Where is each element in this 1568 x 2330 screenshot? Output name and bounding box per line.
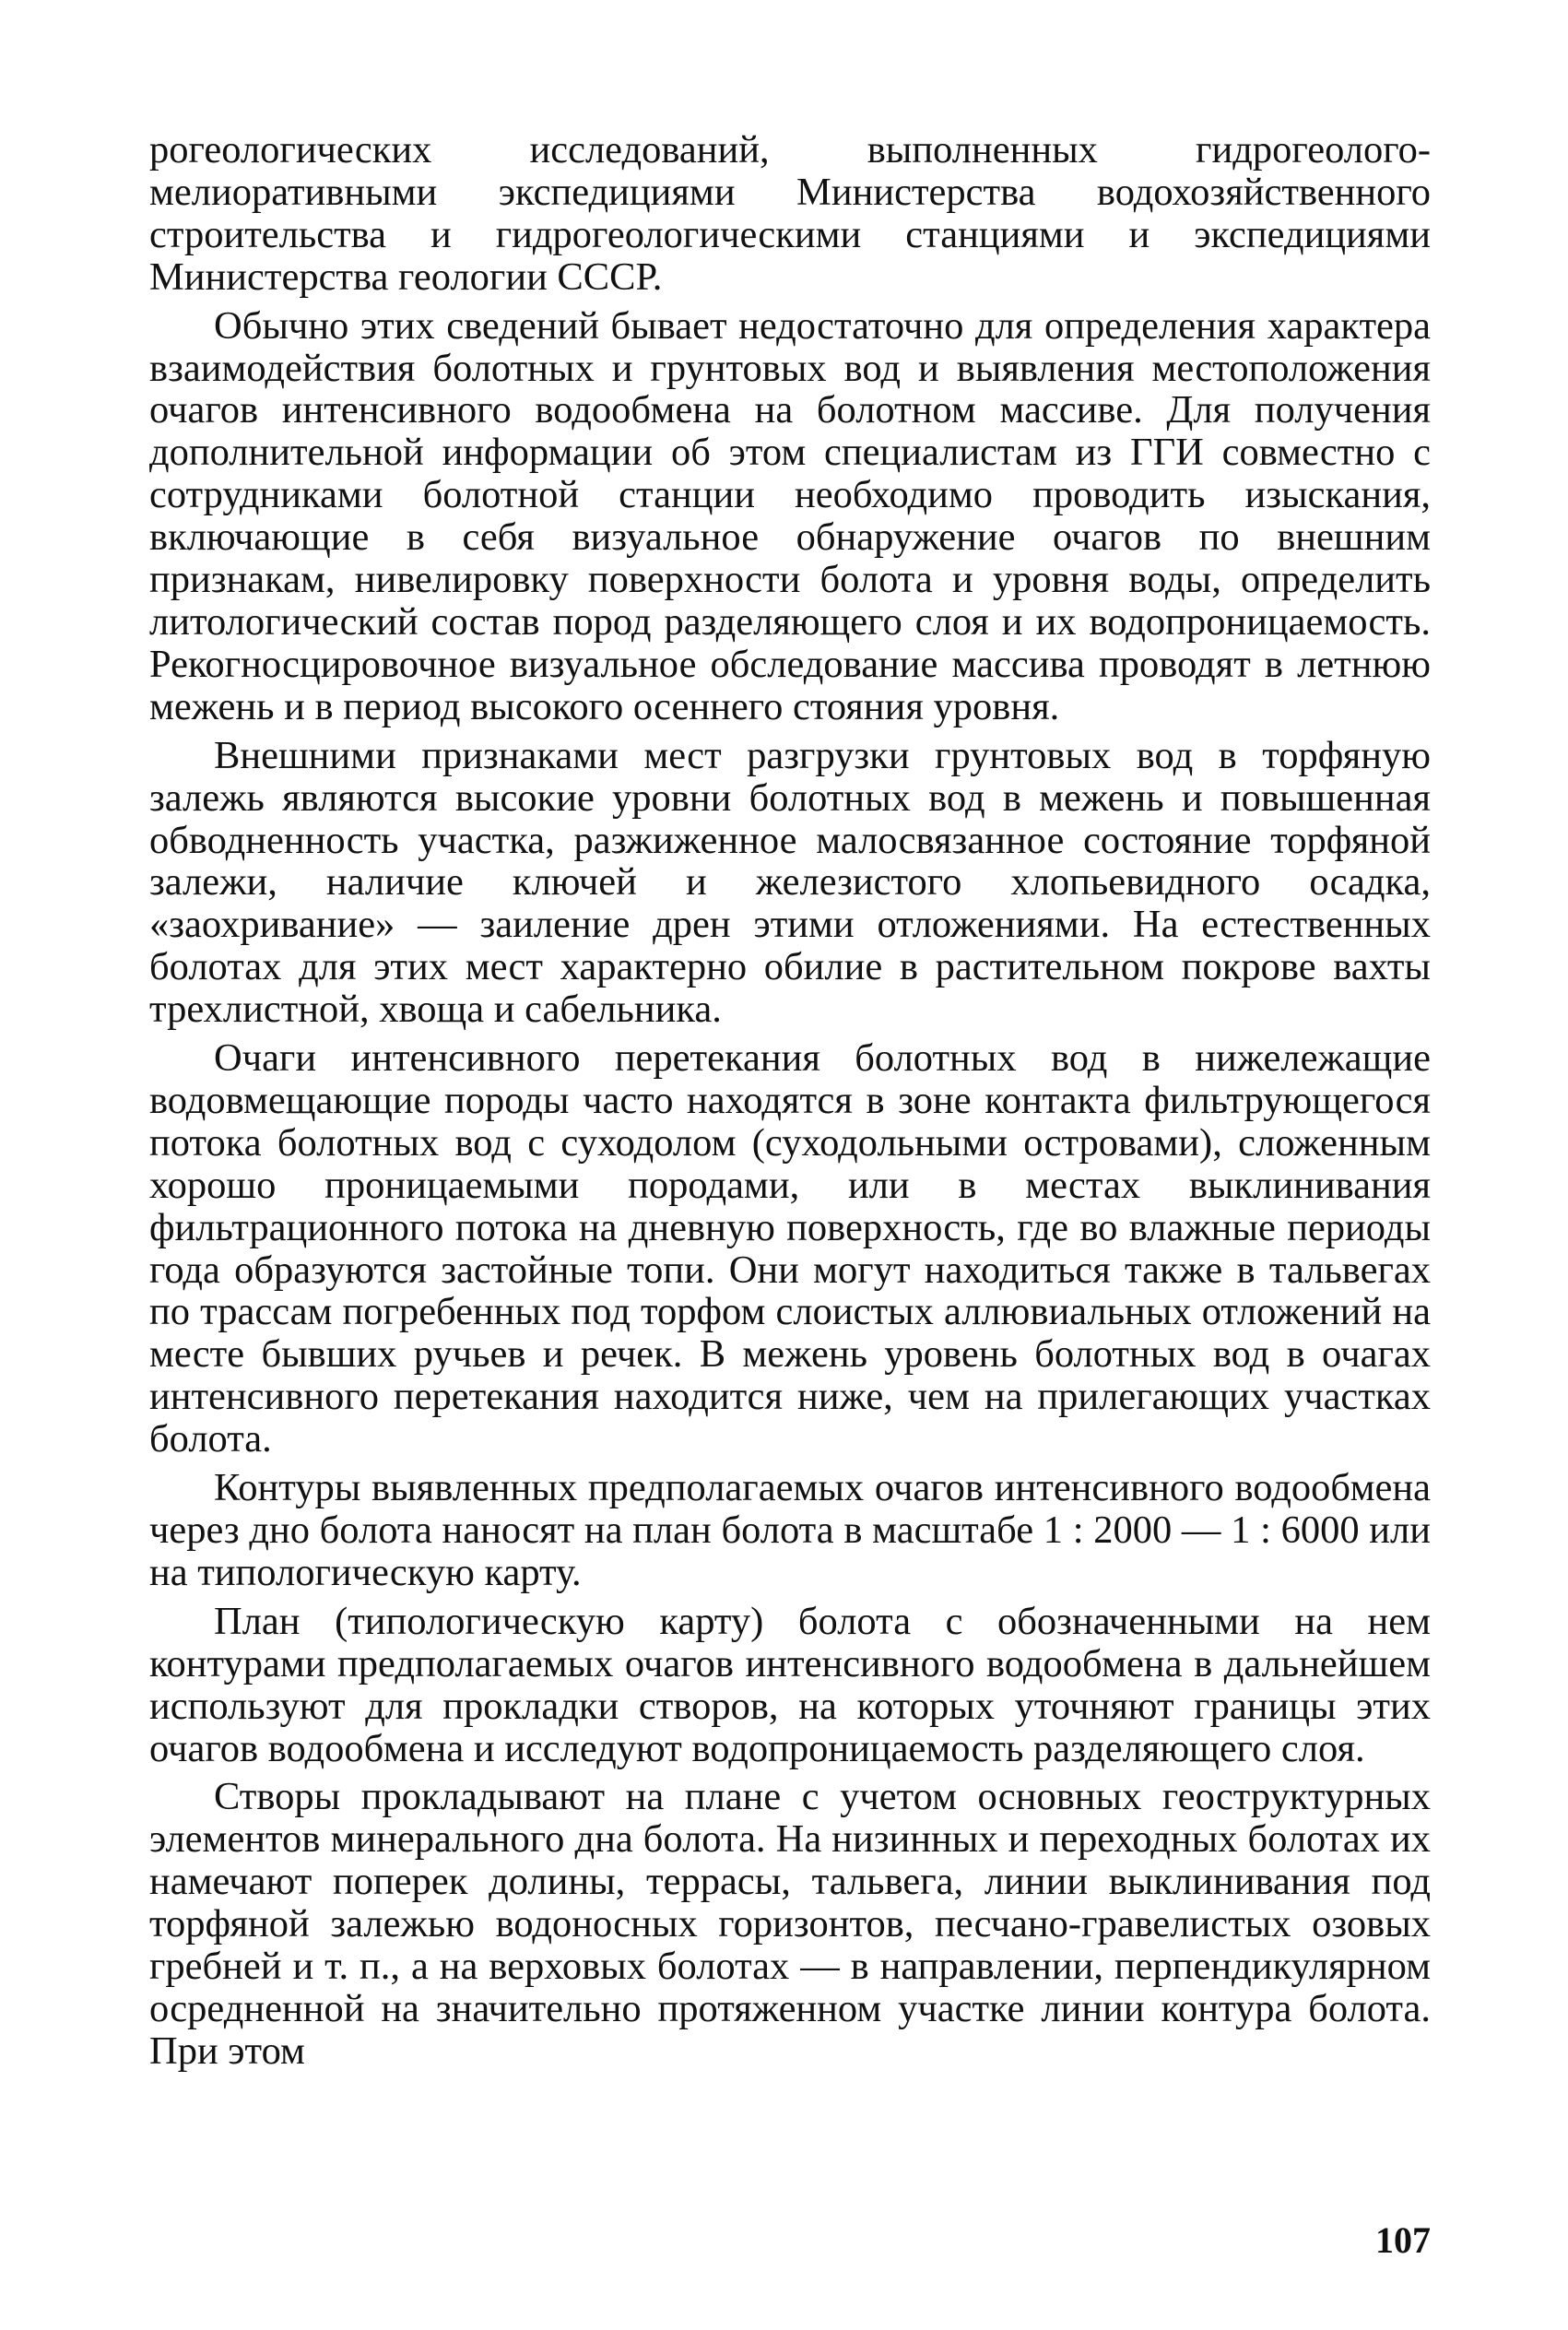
- paragraph: Обычно этих сведений бывает недостаточно для определения характера взаимодействия болотных и грунтовых вод и выявления местоположения очагов интенсивного водообмена на болотном массиве. Для получения дополнительной информации об этом специалистам из ГГИ совместно с сотрудниками болотной станции необходимо проводить изыскания, включающие в себя визуальное обнаружение очагов по внешним признакам, нивелировку поверхности болота и уровня воды, определить литологический состав пород разделяющего слоя и их водопроницаемость. Рекогносцировочное визуальное обследование массива проводят в летнюю межень и в период высокого осеннего стояния уровня.: [149, 303, 1431, 728]
- paragraph: Створы прокладывают на плане с учетом основных геоструктурных элементов минерального дна болота. На низинных и переходных болотах их намечают поперек долины, террасы, тальвега, линии выклинивания под торфяной залежью водоносных горизонтов, песчано-гравелистых озовых гребней и т. п., а на верховых болотах — в направлении, перпендикулярном осредненной на значительно протяженном участке линии контура болота. При этом: [149, 1775, 1431, 2073]
- paragraph: План (типологическую карту) болота с обозначенными на нем контурами предполагаемых очагов интенсивного водообмена в дальнейшем используют для прокладки створов, на которых уточняют границы этих очагов водообмена и исследуют водопроницаемость разделяющего слоя.: [149, 1599, 1431, 1770]
- paragraph-continuation: рогеологических исследований, выполненных гидрогеолого-мелиоративными экспедициями Министерства водохозяйственного строительства и гидрогеологическими станциями и экспедициями Министерства геологии СССР.: [149, 128, 1431, 299]
- paragraph: Очаги интенсивного перетекания болотных вод в нижележащие водовмещающие породы часто находятся в зоне контакта фильтрующегося потока болотных вод с суходолом (суходольными островами), сложенным хорошо проницаемыми породами, или в местах выклинивания фильтрационного потока на дневную поверхность, где во влажные периоды года образуются застойные топи. Они могут находиться также в тальвегах по трассам погребенных под торфом слоистых аллювиальных отложений на месте бывших ручьев и речек. В межень уровень болотных вод в очагах интенсивного перетекания находится ниже, чем на прилегающих участках болота.: [149, 1036, 1431, 1461]
- body-text: [149, 129, 1431, 2079]
- page-number: 107: [1375, 2219, 1431, 2261]
- paragraph: Внешними признаками мест разгрузки грунтовых вод в торфяную залежь являются высокие уровни болотных вод в межень и повышенная обводненность участка, разжиженное малосвязанное состояние торфяной залежи, наличие ключей и железистого хлопьевидного осадка, «заохривание» — заиление дрен этими отложениями. На естественных болотах для этих мест характерно обилие в растительном покрове вахты трехлистной, хвоща и сабельника.: [149, 733, 1431, 1032]
- paragraph: Контуры выявленных предполагаемых очагов интенсивного водообмена через дно болота наносят на план болота в масштабе 1 : 2000 — 1 : 6000 или на типологическую карту.: [149, 1466, 1431, 1594]
